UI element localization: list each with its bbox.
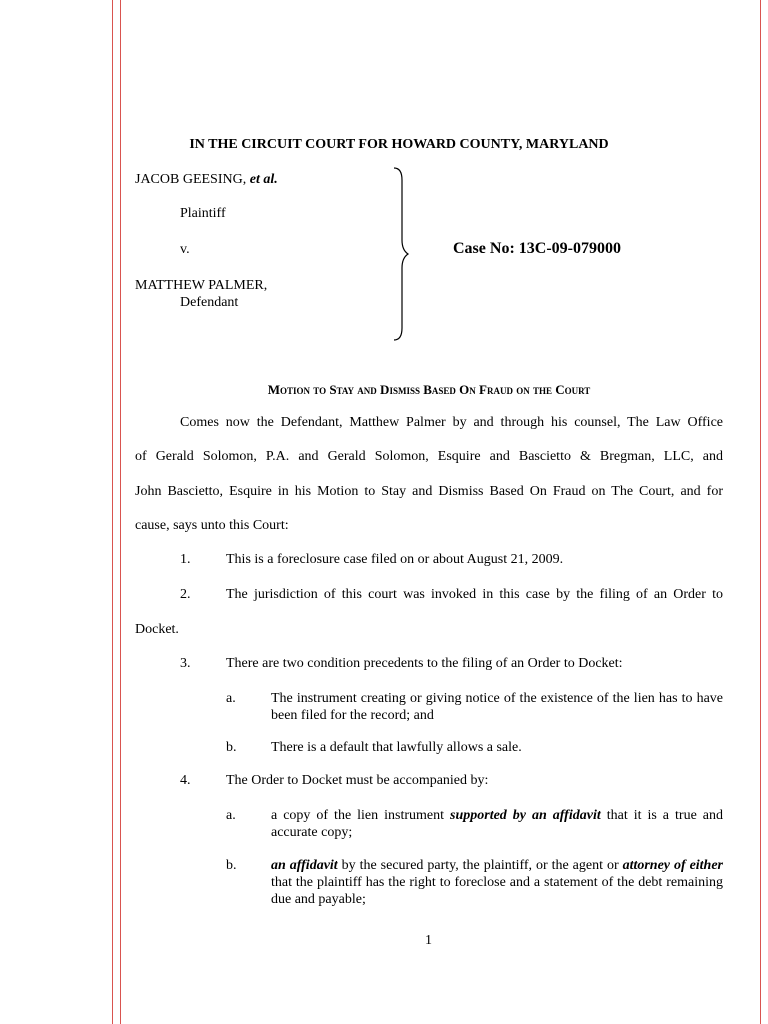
intro-line-1: Comes now the Defendant, Matthew Palmer by and through his counsel, The Law Office — [180, 415, 723, 430]
plaintiff-et-al: et al. — [249, 172, 278, 187]
item-4a-letter: a. — [226, 808, 236, 823]
item-4b-emphasis-1: an affidavit — [271, 858, 338, 873]
caption-brace — [392, 166, 412, 342]
plaintiff-name: JACOB GEESING, — [135, 172, 247, 187]
intro-line-4: cause, says unto this Court: — [135, 518, 289, 533]
left-margin-line-1 — [112, 0, 113, 1024]
plaintiff-line — [135, 172, 278, 188]
page-number: 1 — [425, 933, 432, 948]
item-4b-part-4: that the plaintiff has the right to foreclose and a statement of the debt remaining due and payable; — [271, 875, 723, 907]
court-heading: IN THE CIRCUIT COURT FOR HOWARD COUNTY, MARYLAND — [189, 137, 609, 152]
item-4a-emphasis: supported by an affidavit — [450, 808, 601, 823]
plaintiff-role: Plaintiff — [180, 206, 226, 221]
item-2-text: The jurisdiction of this court was invoked in this case by the filing of an Order to — [226, 587, 723, 602]
item-3b-text: There is a default that lawfully allows a sale. — [271, 740, 522, 755]
item-4b-emphasis-2: attorney of either — [622, 858, 724, 873]
right-margin-line — [760, 0, 761, 1024]
defendant-role: Defendant — [180, 295, 239, 310]
item-4a-text — [271, 807, 723, 841]
item-4-text: The Order to Docket must be accompanied by: — [226, 773, 489, 788]
item-2-number: 2. — [180, 587, 191, 602]
item-3-number: 3. — [180, 656, 191, 671]
item-4-number: 4. — [180, 773, 191, 788]
item-4b-text — [271, 857, 723, 908]
item-1-number: 1. — [180, 552, 191, 567]
defendant-name: MATTHEW PALMER, — [135, 278, 268, 293]
item-3a-letter: a. — [226, 691, 236, 706]
versus: v. — [180, 242, 190, 257]
item-4b-part-2: by the secured party, the plaintiff, or the agent or — [337, 858, 623, 873]
intro-line-3: John Bascietto, Esquire in his Motion to Stay and Dismiss Based On Fraud on The Court, and for — [135, 484, 723, 499]
motion-title: Motion to Stay and Dismiss Based On Fraud on the Court — [267, 382, 591, 397]
item-3b-letter: b. — [226, 740, 237, 755]
item-4b-letter: b. — [226, 858, 237, 873]
item-3a-text: The instrument creating or giving notice of the existence of the lien has to have been filed for the record; and — [271, 691, 723, 723]
item-3-text: There are two condition precedents to the filing of an Order to Docket: — [226, 656, 623, 671]
item-4a-part-1: a copy of the lien instrument — [271, 808, 451, 823]
case-number: Case No: 13C-09-079000 — [453, 240, 621, 257]
left-margin-line-2 — [120, 0, 121, 1024]
item-4a-part-3: that it is a true and accurate copy; — [271, 808, 723, 840]
item-2-continuation: Docket. — [135, 622, 179, 637]
intro-line-2: of Gerald Solomon, P.A. and Gerald Solomon, Esquire and Bascietto & Bregman, LLC, and — [135, 449, 723, 464]
item-1-text: This is a foreclosure case filed on or about August 21, 2009. — [226, 552, 564, 567]
